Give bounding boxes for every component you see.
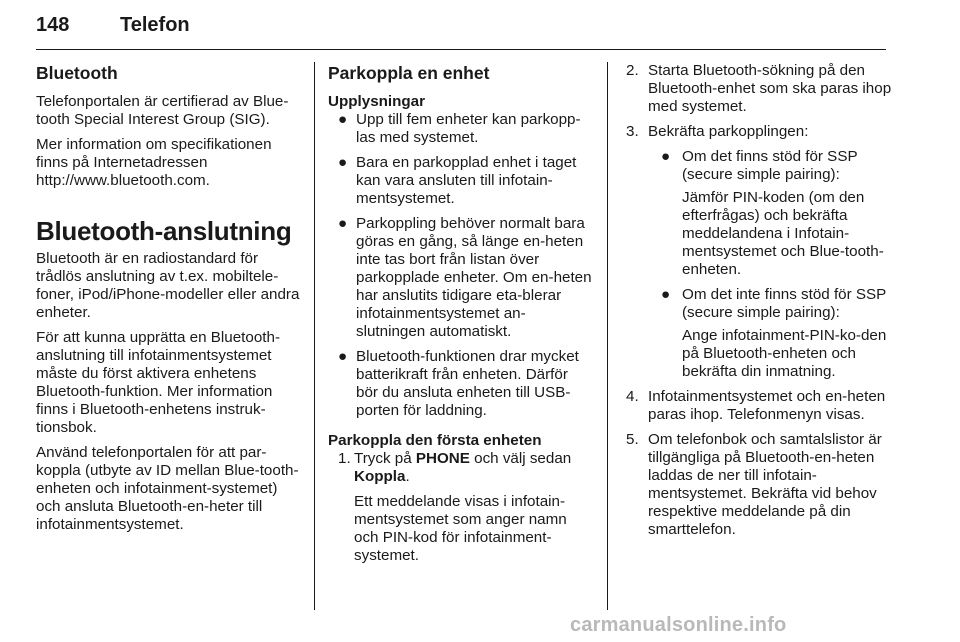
list-item	[648, 286, 896, 381]
bluetooth-heading: Bluetooth	[36, 63, 118, 83]
list-item	[328, 111, 593, 147]
step-number: 1.	[338, 450, 351, 467]
bullet-icon: ●	[661, 148, 671, 165]
info-label: Upplysningar	[328, 93, 426, 110]
header-divider	[36, 49, 886, 50]
step-number: 5.	[626, 431, 639, 448]
connection-para-1: Bluetooth är en radiostandard för trådlös anslutning av t.ex. mobiltele-foner, iPod/iPhone-modeller eller andra enheter.	[36, 250, 300, 321]
connection-para-2: För att kunna upprätta en Bluetooth-anslutning till infotainmentsystemet måste du först aktivera enhetens Bluetooth-funktion. Mer information finns i Bluetooth-enhetens instruk-tionsbok.	[36, 329, 281, 436]
bullet-text: Bara en parkopplad enhet i taget kan vara ansluten till infotain-mentsystemet.	[356, 154, 577, 207]
list-item	[328, 348, 593, 420]
page-number: 148	[36, 14, 70, 36]
pair-first-device-label: Parkoppla den första enheten	[328, 432, 542, 449]
page-title: Telefon	[120, 14, 190, 36]
bullet-icon: ●	[338, 215, 348, 232]
step-3-text: Bekräfta parkopplingen:	[648, 123, 809, 140]
bullet-icon: ●	[338, 154, 348, 171]
sub-bullet-continuation: Jämför PIN-koden (om den efterfrågas) och bekräfta meddelandena i Infotain-mentsystemet och Blue-tooth-enheten.	[682, 189, 884, 278]
bullet-text: Bluetooth-funktionen drar mycket batterikraft från enheten. Därför bör du ansluta enheten till USB-porten för laddning.	[356, 348, 579, 419]
bullet-text: Parkoppling behöver normalt bara göras en gång, så länge en-heten inte tas bort från listan över parkopplade enheter. Om en-heten har anslutits tidigare eta-blerar infotainmentsystemet an-slutningen automatiskt.	[356, 215, 592, 340]
column-divider-1	[314, 62, 315, 610]
step-5-text: Om telefonbok och samtalslistor är tillgängliga på Bluetooth-en-heten laddas de ner till infotain-mentsystemet. Bekräfta vid behov respektive meddelande på din smarttelefon.	[648, 431, 882, 538]
step-4-text: Infotainmentsystemet och en-heten paras ihop. Telefonmenyn visas.	[648, 388, 886, 423]
step-1-end: .	[405, 468, 410, 485]
column-2	[328, 62, 593, 572]
column-1	[36, 62, 300, 541]
step-1	[328, 450, 593, 565]
step-4	[626, 388, 896, 424]
column-divider-2	[607, 62, 608, 610]
list-item	[648, 148, 896, 279]
list-item	[328, 215, 593, 341]
step-2-text: Starta Bluetooth-sökning på den Bluetooth-enhet som ska paras ihop med systemet.	[648, 62, 892, 115]
koppla-label: Koppla	[354, 468, 406, 485]
step-number: 4.	[626, 388, 639, 405]
pair-device-heading: Parkoppla en enhet	[328, 63, 490, 83]
step-number: 3.	[626, 123, 639, 140]
phone-key-label: PHONE	[415, 450, 470, 467]
step-2	[626, 62, 896, 116]
watermark: carmanualsonline.info	[570, 614, 787, 636]
connection-para-3: Använd telefonportalen för att par-koppla (utbyte av ID mellan Blue-tooth-enheten och infotainment-systemet) och ansluta Bluetooth-en-heter till infotainmentsystemet.	[36, 444, 299, 533]
sub-bullet-text: Om det finns stöd för SSP (secure simple pairing):	[682, 148, 858, 183]
column-3	[626, 62, 896, 546]
step-1-continuation: Ett meddelande visas i infotain-mentsystemet som anger namn och PIN-kod för infotainment-systemet.	[354, 493, 567, 564]
sub-bullet-continuation: Ange infotainment-PIN-ko-den på Bluetooth-enheten och bekräfta din inmatning.	[682, 327, 887, 380]
bluetooth-connection-heading: Bluetooth-anslutning	[36, 216, 292, 246]
list-item	[328, 154, 593, 208]
step-number: 2.	[626, 62, 639, 79]
bullet-text: Upp till fem enheter kan parkopp-las med systemet.	[356, 111, 581, 146]
bluetooth-para-2: Mer information om specifikationen finns på Internetadressen http://www.bluetooth.com.	[36, 136, 272, 189]
bullet-icon: ●	[338, 348, 348, 365]
step-3	[626, 123, 896, 381]
page-header	[36, 14, 886, 48]
bullet-icon: ●	[338, 111, 348, 128]
step-1-text-mid: och välj sedan	[469, 450, 572, 467]
sub-bullet-text: Om det inte finns stöd för SSP (secure simple pairing):	[682, 286, 887, 321]
step-1-text: Tryck på	[354, 450, 416, 467]
bullet-icon: ●	[661, 286, 671, 303]
step-5	[626, 431, 896, 539]
bluetooth-para-1: Telefonportalen är certifierad av Blue-tooth Special Interest Group (SIG).	[36, 93, 289, 128]
